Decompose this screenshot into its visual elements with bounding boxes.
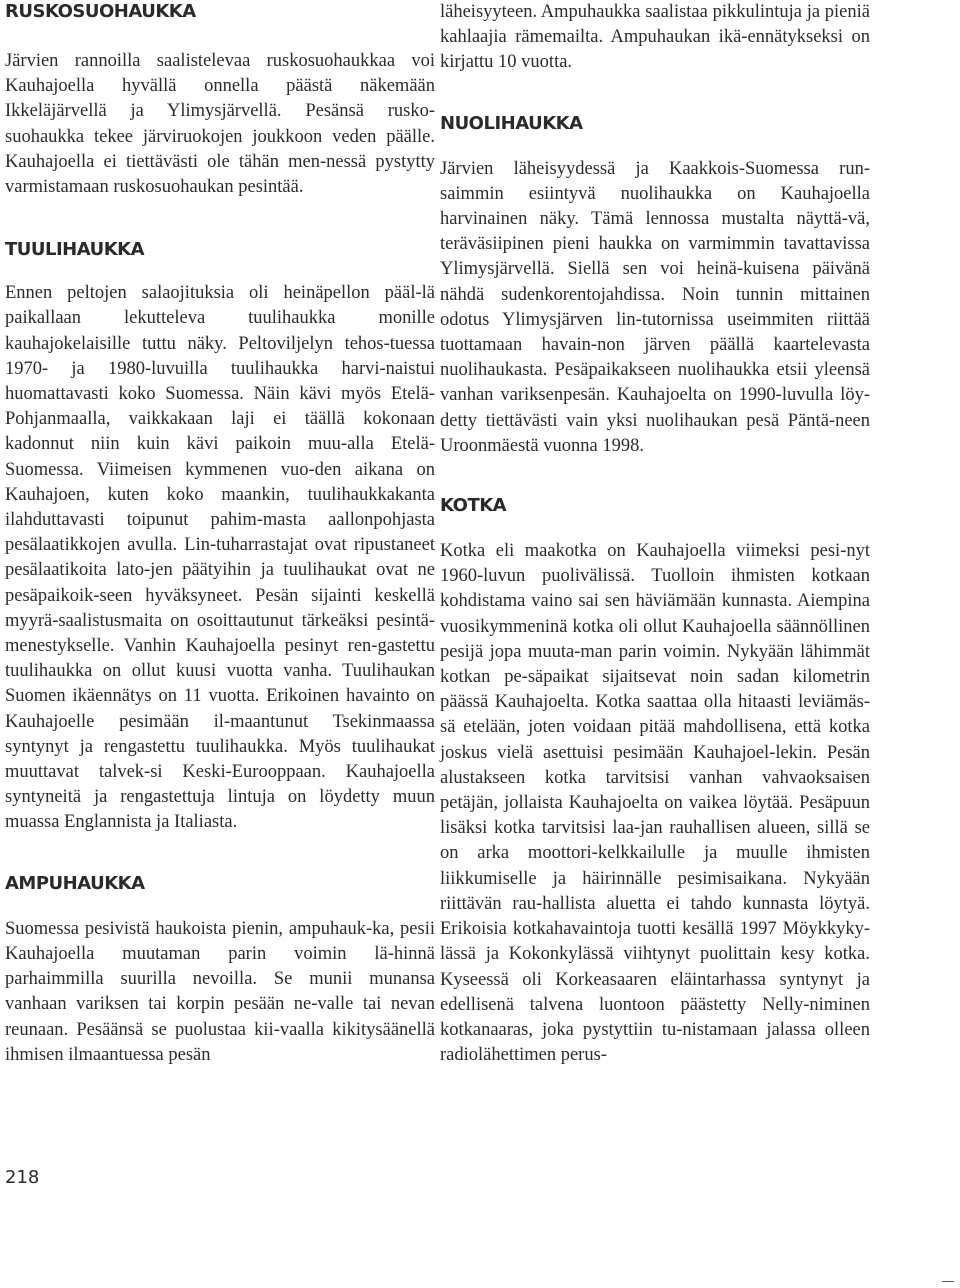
page-number: 218 <box>5 1167 40 1188</box>
section-heading-tuulihaukka: TUULIHAUKKA <box>5 239 145 261</box>
section-text-tuulihaukka: Ennen peltojen salaojituksia oli heinäpellon pääl-lä paikallaan lekutteleva tuulihaukka monille kauhajokelaisille tuttu näky. Peltoviljelyn tehos-tuessa 1970- ja 1980-luvuilla tuulihaukka harvi-naistui huomattavasti koko Suomessa. Näin kävi myös Etelä-Pohjanmaalla, vaikkakaan laji ei täällä kokonaan kadonnut niin kuin kävi paikoin muu-alla Etelä-Suomessa. Viimeisen kymmenen vuo-den aikana on Kauhajoen, kuten koko maankin, tuulihaukkakanta ilahduttavasti toipunut pahim-masta aallonpohjasta pesälaatikkojen avulla. Lin-tuharrastajat ovat ripustaneet pesälaatikoita lato-jen päätyihin ja tuulihaukat ovat ne pesäpaikoik-seen hyväksyneet. Pesän sijainti keskellä myyrä-saalistusmaita on osoittautunut tärkeäksi pesintä-menestykselle. Vanhin Kauhajoella pesinyt ren-gastettu tuulihaukka on ollut kuusi vuotta vanha. Tuulihaukan Suomen ikäennätys on 11 vuotta. Erikoinen havainto on Kauhajoelle pesimään il-maantunut Tsekinmaassa syntynyt ja rengastettu tuulihaukka. Myös tuulihaukat muuttavat talvek-si Keski-Eurooppaan. Kauhajoella syntyneitä ja rengastettuja lintuja on löydetty muun muassa Englannista ja Italiasta. <box>5 283 435 833</box>
section-heading-nuolihaukka: NUOLIHAUKKA <box>440 112 583 134</box>
section-text-kotka: Kotka eli maakotka on Kauhajoella viimeksi pesi-nyt 1960-luvun puolivälissä. Tuolloin ihmisten kotkaan kohdistama vaino sai sen häviämään kunnasta. Aiempina vuosikymmeninä kotka oli ollut Kauhajoella säännöllinen pesijä jopa muuta-man parin voimin. Nykyään lähimmät kotkan pe-säpaikat sijaitsevat noin sadan kilometrin päässä Kauhajoelta. Kotka saattaa olla hitaasti leviämäs-sä etelään, joten voidaan pitää mahdollisena, että kotka joskus vielä asettuisi pesimään Kauhajoel-lekin. Pesän alustakseen kotka tarvitsisi vanhan vahvaoksaisen petäjän, jollaista Kauhajoelta on vaikea löytää. Pesäpuun lisäksi kotka tarvitsisi laa-jan rauhallisen alueen, sillä se on arka moottori-kelkkailulle ja muulle ihmisten liikkumiselle ja häirinnälle pesimisaikana. Nykyään riittävän rau-hallista aluetta ei tahdo kunnasta löytyä. Erikoisia kotkahavaintoja tuotti kesällä 1997 Möykkyky-lässä ja Kokonkylässä viihtynyt puolittain kesy kotka. Kyseessä oli Korkeasaaren eläintarhassa syntynyt ja edellisenä talvena luontoon päästetty Nelly-niminen kotkanaaras, joka pystyttiin tu-nistamaan jalassa olleen radiolähettimen perus- <box>440 541 870 1066</box>
continuation-text: läheisyyteen. Ampuhaukka saalistaa pikkulintuja ja pieniä kahlaajia rämemailta. Ampuhaukan ikä-ennätykseksi on kirjattu 10 vuotta. <box>440 2 870 73</box>
left-column <box>5 0 435 1068</box>
section-heading-ruskosuohaukka: RUSKOSUOHAUKKA <box>5 1 196 22</box>
section-text-nuolihaukka: Järvien läheisyydessä ja Kaakkois-Suomessa run-saimmin esiintyvä nuolihaukka on Kauhajoella harvinainen näky. Tämä lennossa mustalta näyttä-vä, teräväsiipinen pieni haukka on varmimmin tavattavissa Ylimysjärvellä. Siellä sen voi heinä-kuisena päivänä nähdä sudenkorentojahdissa. Noin tunnin mittainen odotus Ylimysjärven lin-tutornissa useimmiten riittää tuottamaan havain-non järven päällä kaartelevasta nuolihaukasta. Pesäpaikakseen nuolihaukka etsii yleensä vanhan variksenpesän. Kauhajoelta on 1990-luvulla löy-detty tiettävästi vain yksi nuolihaukan pesä Päntä-neen Uroonmäestä vuonna 1998. <box>440 158 870 456</box>
crop-mark <box>942 1281 954 1282</box>
section-text-ruskosuohaukka: Järvien rannoilla saalistelevaa ruskosuohaukkaa voi Kauhajoella hyvällä onnella päästä näkemään Ikkeläjärvellä ja Ylimysjärvellä. Pesänsä rusko-suohaukka tekee järviruokojen joukkoon veden päälle. Kauhajoella ei tiettävästi ole tähän men-nessä pystytty varmistamaan ruskosuohaukan pesintää. <box>5 51 435 198</box>
section-heading-kotka: KOTKA <box>440 495 507 517</box>
section-heading-ampuhaukka: AMPUHAUKKA <box>5 872 145 894</box>
right-column <box>440 0 870 1068</box>
section-text-ampuhaukka: Suomessa pesivistä haukoista pienin, ampuhauk-ka, pesii Kauhajoella muutaman parin voimin lä-hinnä parhaimmilla suurilla nevoilla. Se munii munansa vanhaan variksen tai korpin pesään ne-valle tai nevan reunaan. Pesäänsä se puolustaa kii-vaalla kikitysäänellä ihmisen ilmaantuessa pesän <box>5 918 435 1065</box>
